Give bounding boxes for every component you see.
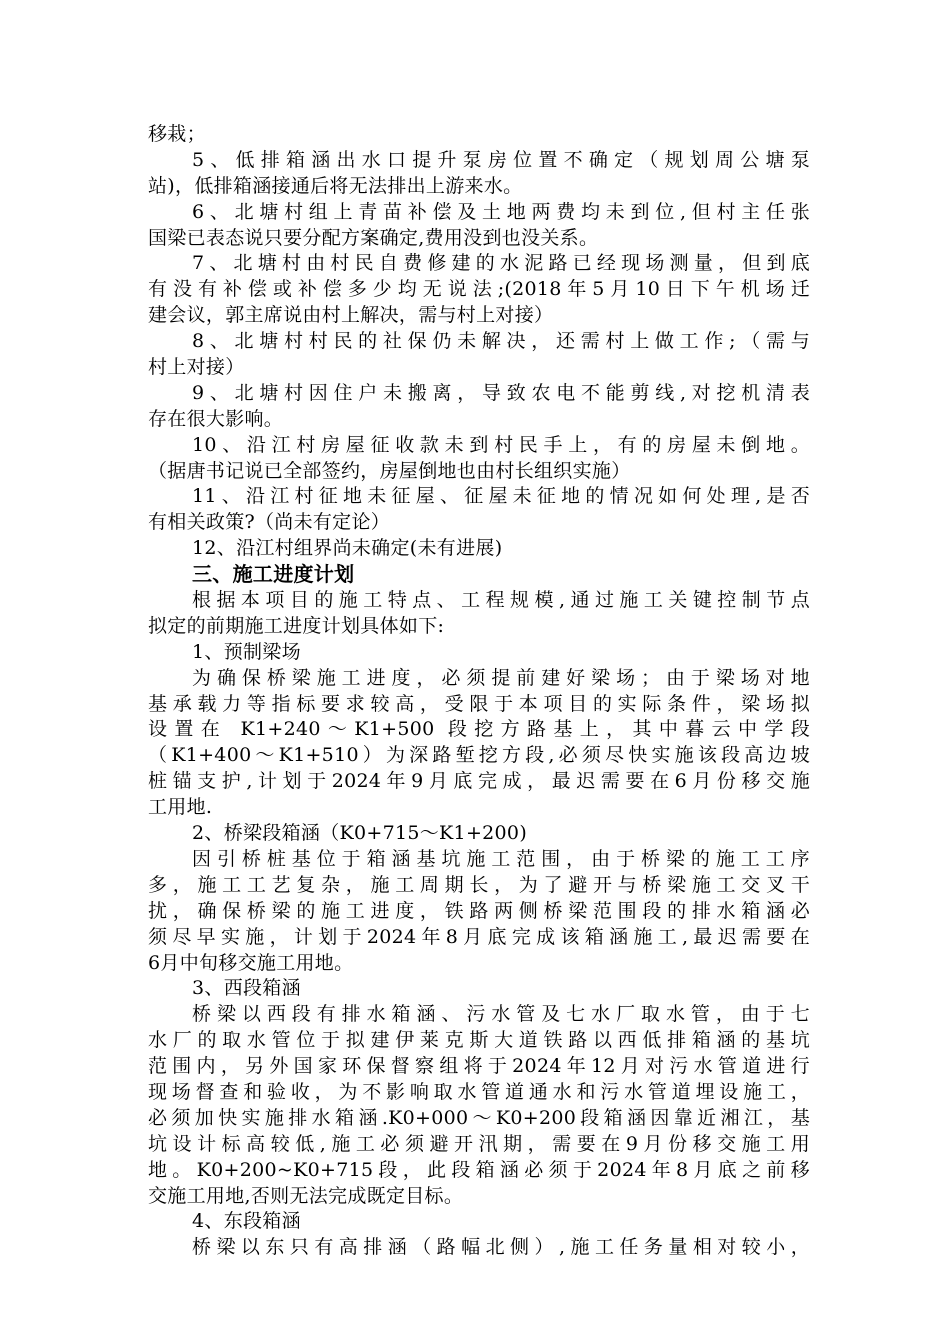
text-line: 存在很大影响。	[148, 407, 284, 430]
text-line: 2、桥梁段箱涵（K0+715～K1+200)	[192, 822, 528, 845]
text-line: 设置在 K1+240～K1+500 段挖方路基上，其中暮云中学段	[148, 718, 810, 741]
text-line: 多，施工工艺复杂，施工周期长，为了避开与桥梁施工交叉干	[148, 873, 810, 896]
text-line: 现场督查和验收，为不影响取水管道通水和污水管道埋设施工，	[148, 1080, 810, 1103]
text-line: 6月中旬移交施工用地。	[148, 951, 354, 974]
text-line: 1、预制梁场	[192, 640, 301, 663]
text-line: 必须加快实施排水箱涵.K0+000～K0+200段箱涵因靠近湘江，基	[148, 1106, 810, 1129]
document-page	[148, 122, 810, 1261]
text-line: 7、北塘村由村民自费修建的水泥路已经现场测量，但到底	[192, 252, 810, 275]
text-line: 根据本项目的施工特点、工程规模,通过施工关键控制节点	[192, 589, 810, 612]
text-line: （据唐书记说已全部签约，房屋倒地也由村长组织实施）	[148, 459, 631, 482]
text-line: 工用地.	[148, 796, 213, 819]
text-line: 8、北塘村村民的社保仍未解决，还需村上做工作;（需与	[192, 330, 810, 353]
text-line: 移栽；	[148, 123, 206, 145]
text-line: 桥梁以西段有排水箱涵、污水管及七水厂取水管，由于七	[192, 1003, 810, 1026]
text-line: 3、西段箱涵	[192, 977, 301, 1000]
text-line: 桩锚支护,计划于2024年9月底完成，最迟需要在6月份移交施	[148, 770, 810, 793]
text-line: 国梁已表态说只要分配方案确定,费用没到也没关系。	[148, 226, 599, 249]
text-line: （K1+400～K1+510）为深路堑挖方段,必须尽快实施该段高边坡	[148, 744, 810, 767]
text-line: 建会议，郭主席说由村上解决，需与村上对接）	[148, 304, 554, 327]
text-line: 交施工用地,否则无法完成既定目标。	[148, 1184, 464, 1207]
text-line: 站)，低排箱涵接通后将无法排出上游来水。	[148, 174, 523, 197]
text-line: 地。K0+200~K0+715段，此段箱涵必须于2024年8月底之前移	[148, 1158, 810, 1181]
section-heading: 三、施工进度计划	[192, 562, 355, 587]
text-line: 扰，确保桥梁的施工进度，铁路两侧桥梁范围段的排水箱涵必	[148, 899, 810, 922]
text-line: 拟定的前期施工进度计划具体如下:	[148, 614, 445, 637]
text-line: 有相关政策?（尚未有定论）	[148, 511, 391, 534]
text-line: 10、沿江村房屋征收款未到村民手上，有的房屋未倒地。	[192, 433, 810, 456]
text-line: 为确保桥梁施工进度，必须提前建好梁场；由于梁场对地	[192, 666, 810, 689]
text-line: 坑设计标高较低,施工必须避开汛期，需要在9月份移交施工用	[148, 1132, 810, 1155]
text-line: 水厂的取水管位于拟建伊莱克斯大道铁路以西低排箱涵的基坑	[148, 1029, 810, 1052]
text-line: 基承载力等指标要求较高，受限于本项目的实际条件，梁场拟	[148, 692, 810, 715]
text-line: 9、北塘村因住户未搬离，导致农电不能剪线,对挖机清表	[192, 381, 810, 404]
text-line: 因引桥桩基位于箱涵基坑施工范围，由于桥梁的施工工序	[192, 847, 810, 870]
text-line: 范围内，另外国家环保督察组将于2024年12月对污水管道进行	[148, 1055, 810, 1078]
text-line: 11、沿江村征地未征屋、征屋未征地的情况如何处理,是否	[192, 485, 810, 508]
text-line: 桥梁以东只有高排涵（路幅北侧）,施工任务量相对较小，	[192, 1236, 810, 1259]
text-line: 5、低排箱涵出水口提升泵房位置不确定（规划周公塘泵	[192, 148, 810, 171]
text-line: 村上对接）	[148, 356, 245, 379]
text-line: 须尽早实施，计划于2024年8月底完成该箱涵施工,最迟需要在	[148, 925, 810, 948]
text-line: 有没有补偿或补偿多少均无说法;(2018年5月10日下午机场迁	[148, 278, 810, 301]
text-line: 4、东段箱涵	[192, 1210, 301, 1233]
text-line: 6、北塘村组上青苗补偿及土地两费均未到位,但村主任张	[192, 200, 810, 223]
text-line: 12、沿江村组界尚未确定(未有进展)	[192, 537, 503, 560]
